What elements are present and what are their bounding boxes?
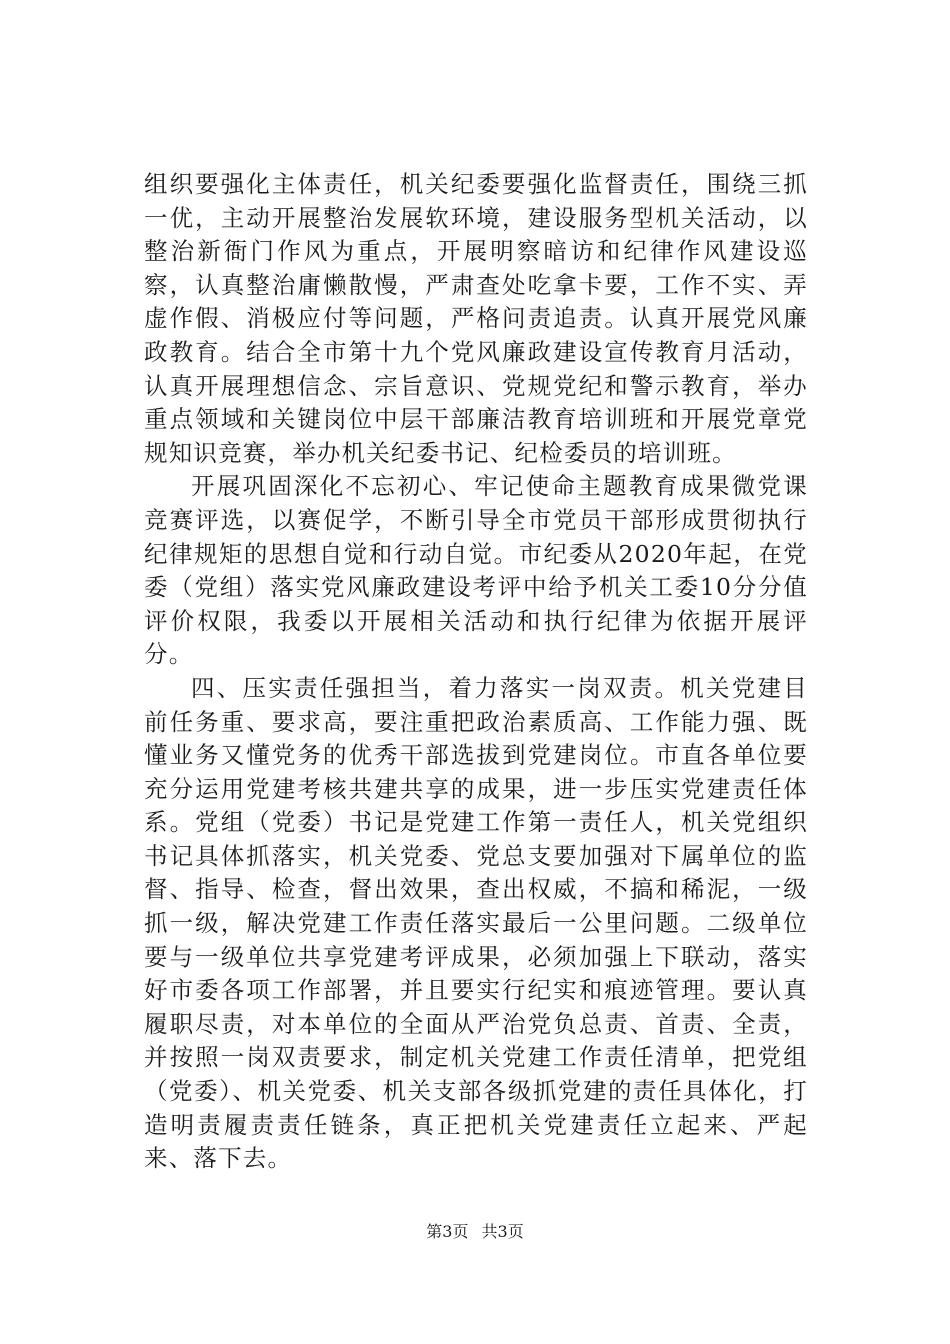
page-footer [0, 1222, 950, 1242]
page-number: 第3页 [426, 1222, 469, 1241]
page-count: 共3页 [481, 1222, 524, 1241]
paragraph-section-four: 四、压实责任强担当，着力落实一岗双责。机关党建目前任务重、要求高，要注重把政治素质高、工作能力强、既懂业务又懂党务的优秀干部选拔到党建岗位。市直各单位要充分运用党建考核共建共享的成果，进一步压实党建责任体系。党组（党委）书记是党建工作第一责任人，机关党组织书记具体抓落实，机关党委、党总支要加强对下属单位的监督、指导、检查，督出效果，查出权威，不搞和稀泥，一级抓一级，解决党建工作责任落实最后一公里问题。二级单位要与一级单位共享党建考评成果，必须加强上下联动，落实好市委各项工作部署，并且要实行纪实和痕迹管理。要认真履职尽责，对本单位的全面从严治党负总责、首责、全责，并按照一岗双责要求，制定机关党建工作责任清单，把党组（党委）、机关党委、机关支部各级抓党建的责任具体化，打造明责履责责任链条，真正把机关党建责任立起来、严起来、落下去。 [144, 673, 808, 1173]
paragraph-micro-party-lesson: 开展巩固深化不忘初心、牢记使命主题教育成果微党课竞赛评选，以赛促学，不断引导全市党员干部形成贯彻执行纪律规矩的思想自觉和行动自觉。市纪委从2020年起，在党委（党组）落实党风廉政建设考评中给予机关工委10分分值评价权限，我委以开展相关活动和执行纪律为依据开展评分。 [144, 472, 808, 669]
document-body [144, 168, 808, 1176]
paragraph-continuation: 组织要强化主体责任，机关纪委要强化监督责任，围绕三抓一优，主动开展整治发展软环境，建设服务型机关活动，以整治新衙门作风为重点，开展明察暗访和纪律作风建设巡察，认真整治庸懒散慢，严肃查处吃拿卡要，工作不实、弄虚作假、消极应付等问题，严格问责追责。认真开展党风廉政教育。结合全市第十九个党风廉政建设宣传教育月活动，认真开展理想信念、宗旨意识、党规党纪和警示教育，举办重点领域和关键岗位中层干部廉洁教育培训班和开展党章党规知识竞赛，举办机关纪委书记、纪检委员的培训班。 [144, 170, 808, 467]
